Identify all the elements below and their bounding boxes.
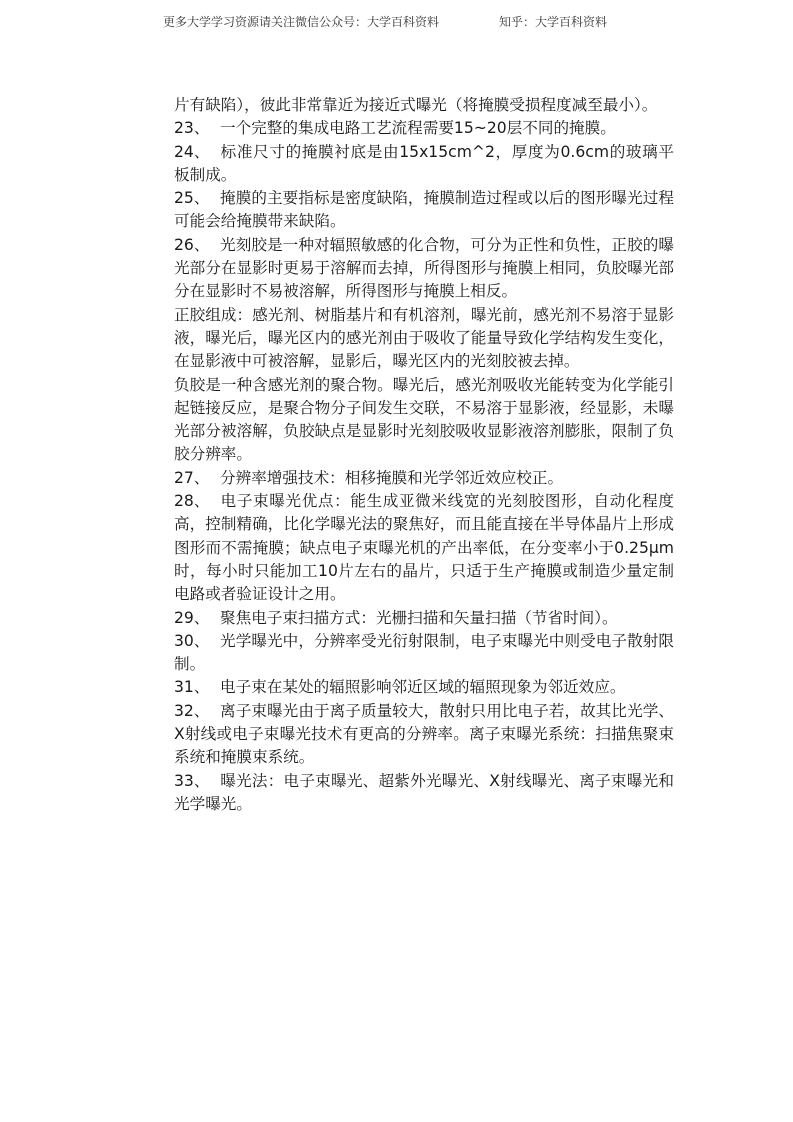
paragraph-item-23 [174,117,674,140]
header-zhihu-notice: 知乎：大学百科资料 [499,15,608,29]
paragraph-text: 一个完整的集成电路工艺流程需要15~20层不同的掩膜。 [220,119,616,138]
paragraph-number: 32、 [174,701,210,720]
paragraph-text: 光刻胶是一种对辐照敏感的化合物，可分为正性和负性，正胶的曝光部分在显影时更易于溶解而去掉，所得图形与掩膜上相同，负胶曝光部分在显影时不易被溶解，所得图形与掩膜上相反。 [174,235,674,301]
paragraph-text: 曝光法：电子束曝光、超紫外光曝光、X射线曝光、离子束曝光和光学曝光。 [174,771,674,813]
paragraph-number: 29、 [174,608,210,627]
paragraph-item-25 [174,187,674,234]
paragraph-number: 23、 [174,119,210,138]
paragraph-item-32 [174,700,674,770]
page-header [0,13,793,33]
paragraph-number: 25、 [174,189,210,208]
paragraph-continuation [174,94,674,117]
paragraph-item-27 [174,467,674,490]
paragraph-negative-resist [174,374,674,467]
paragraph-number: 33、 [174,771,210,790]
paragraph-text: 电子束在某处的辐照影响邻近区域的辐照现象为邻近效应。 [220,678,626,697]
paragraph-text: 离子束曝光由于离子质量较大，散射只用比电子若，故其比光学、X射线或电子束曝光技术有更高的分辨率。离子束曝光系统：扫描焦聚束系统和掩膜束系统。 [174,701,674,767]
paragraph-number: 26、 [174,235,210,254]
header-wechat-notice: 更多大学学习资源请关注微信公众号：大学百科资料 [163,15,440,29]
document-body [174,94,674,816]
paragraph-positive-resist [174,304,674,374]
paragraph-item-26 [174,234,674,304]
paragraph-number: 30、 [174,631,210,650]
paragraph-number: 31、 [174,678,210,697]
paragraph-text: 分辨率增强技术：相移掩膜和光学邻近效应校正。 [220,468,564,487]
paragraph-item-30 [174,630,674,677]
paragraph-text: 掩膜的主要指标是密度缺陷，掩膜制造过程或以后的图形曝光过程可能会给掩膜带来缺陷。 [174,189,674,231]
paragraph-text: 标准尺寸的掩膜衬底是由15x15cm^2，厚度为0.6cm的玻璃平板制成。 [174,142,674,184]
paragraph-text: 电子束曝光优点：能生成亚微米线宽的光刻胶图形，自动化程度高，控制精确，比化学曝光法的聚焦好，而且能直接在半导体晶片上形成图形而不需掩膜；缺点电子束曝光机的产出率低，在分变率小于0.25μm时，每小时只能加工10片左右的晶片，只适于生产掩膜或制造少量定制电路或者验证设计之用。 [174,492,674,604]
paragraph-item-28 [174,490,674,606]
paragraph-item-31 [174,676,674,699]
paragraph-text: 聚焦电子束扫描方式：光栅扫描和矢量扫描（节省时间）。 [220,608,618,627]
paragraph-number: 28、 [174,492,210,511]
paragraph-text: 正胶组成：感光剂、树脂基片和有机溶剂，曝光前，感光剂不易溶于显影液，曝光后，曝光区内的感光剂由于吸收了能量导致化学结构发生变化，在显影液中可被溶解，显影后，曝光区内的光刻胶被去掉。 [174,305,674,371]
paragraph-number: 27、 [174,468,210,487]
paragraph-item-29 [174,607,674,630]
paragraph-item-33 [174,770,674,817]
paragraph-text: 光学曝光中，分辨率受光衍射限制，电子束曝光中则受电子散射限制。 [174,631,674,674]
paragraph-text: 片有缺陷），彼此非常靠近为接近式曝光（将掩膜受损程度减至最小）。 [174,96,658,114]
paragraph-number: 24、 [174,142,210,161]
paragraph-text: 负胶是一种含感光剂的聚合物。曝光后，感光剂吸收光能转变为化学能引起链接反应，是聚合物分子间发生交联，不易溶于显影液，经显影，未曝光部分被溶解，负胶缺点是显影时光刻胶吸收显影液溶剂膨胀，限制了负胶分辨率。 [174,375,674,464]
paragraph-item-24 [174,141,674,188]
